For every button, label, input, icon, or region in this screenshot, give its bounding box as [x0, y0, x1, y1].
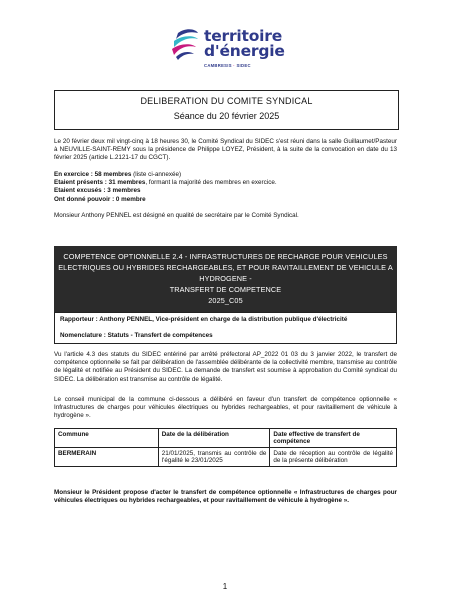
attendance-list [54, 171, 397, 204]
president-proposal: Monsieur le Président propose d'acter le transfert de compétence optionnelle « Infrastructures de charges pour véhicules électriques ou hybrides rechargeables, et pour ravitaillement de véhicule à hydrogène ». [54, 489, 397, 505]
attendance-note: (liste ci-annexée) [131, 171, 182, 178]
logo-sub-right: SIDEC [236, 63, 251, 68]
nomenclature-label: Nomenclature [60, 332, 102, 339]
table-header-row [55, 429, 397, 448]
title-box [54, 90, 399, 130]
rapporteur-label: Rapporteur [60, 316, 94, 323]
competence-line-4: TRANSFERT DE COMPETENCE [169, 285, 282, 294]
attendance-value: : 0 membre [110, 195, 146, 203]
rapporteur-box [54, 312, 397, 344]
table-cell-commune: BERMERAIN [55, 448, 159, 467]
attendance-note: , formant la majorité des membres en exercice. [145, 179, 277, 187]
document-title: DELIBERATION DU COMITE SYNDICAL [140, 96, 313, 106]
logo-line-2: d'énergie [204, 42, 285, 60]
rapporteur-line [60, 316, 391, 324]
attendance-value: : 31 membres [103, 179, 146, 187]
attendance-row [54, 187, 397, 195]
logo-sub-left: CAMBRESIS [204, 63, 232, 68]
table-header-cell: Commune [55, 429, 159, 448]
logo-wordmark [204, 29, 285, 59]
attendance-label: Etaient excusés [54, 187, 102, 195]
table-row [55, 448, 397, 467]
attendance-label: Etaient présents [54, 179, 103, 187]
attendance-row [54, 171, 397, 179]
competence-reference: 2025_C05 [208, 296, 243, 305]
attendance-value: : 3 membres [101, 187, 141, 195]
competence-line-2: ELECTRIQUES OU HYBRIDES RECHARGEABLES, ET POUR RAVITAILLEMENT DE VEHICULE A [58, 263, 393, 272]
table-cell-deliberation-date: 21/01/2025, transmis au contrôle de l'égalité le 23/01/2025 [158, 448, 270, 467]
attendance-label: En exercice [54, 171, 90, 178]
session-date: Séance du 20 février 2025 [173, 111, 280, 121]
rapporteur-text: : Anthony PENNEL, Vice-président en charge de la distribution publique d'électricité [93, 316, 348, 323]
logo-subtitle [204, 63, 251, 68]
nomenclature-text: : Statuts - Transfert de compétences [102, 332, 213, 339]
transfer-table [54, 428, 397, 467]
page-number: 1 [222, 582, 228, 591]
attendance-row [54, 179, 397, 187]
competence-line-3: HYDROGENE - [199, 274, 252, 283]
table-cell-effective-date: Date de réception au contrôle de légalité de la présente délibération [270, 448, 397, 467]
logo [170, 25, 290, 80]
attendance-value: : 58 membres [89, 171, 132, 178]
logo-line-1: territoire [204, 27, 283, 45]
logo-sub-separator: · [233, 63, 237, 68]
nomenclature-line [60, 332, 391, 340]
energy-swirl-icon [170, 27, 200, 61]
body-paragraph-1: Vu l'article 4.3 des statuts du SIDEC entériné par arrêté préfectoral AP_2022 01 03 du 3 janvier 2022, le transfert de compétence optionnelle se fait par délibération de l'assemblée délibérante de la collectivité membre, transmise au contrôle de légalité et notifiée au Président du SIDEC. La demande de transfert est soumise à approbation du Comité syndical du SIDEC. La délibération est transmise au contrôle de légalité. [54, 351, 397, 383]
intro-paragraph: Le 20 février deux mil vingt-cinq à 18 heures 30, le Comité Syndical du SIDEC s'est réuni dans la salle Guillaumet/Pasteur à NEUVILLE-SAINT-REMY sous la présidence de Philippe LOYEZ, Président, à la suite de la convocation en date du 13 février 2025 (article L.2121-17 du CGCT). [54, 138, 397, 162]
table-header-cell: Date effective de transfert de compétence [270, 429, 397, 448]
competence-line-1: COMPETENCE OPTIONNELLE 2.4 - INFRASTRUCTURES DE RECHARGE POUR VEHICULES [63, 252, 388, 261]
attendance-label: Ont donné pouvoir [54, 195, 111, 203]
body-paragraph-2: Le conseil municipal de la commune ci-dessous a délibéré en faveur d'un transfert de compétence optionnelle « Infrastructures de charges pour véhicules électriques ou hybrides rechargeables, et pour ravitaillement de véhicule à hydrogène ». [54, 396, 397, 420]
secretary-paragraph: Monsieur Anthony PENNEL est désigné en qualité de secrétaire par le Comité Syndical. [54, 212, 299, 219]
table-header-cell: Date de la délibération [158, 429, 270, 448]
competence-heading-box [54, 246, 397, 312]
attendance-row [54, 196, 397, 204]
